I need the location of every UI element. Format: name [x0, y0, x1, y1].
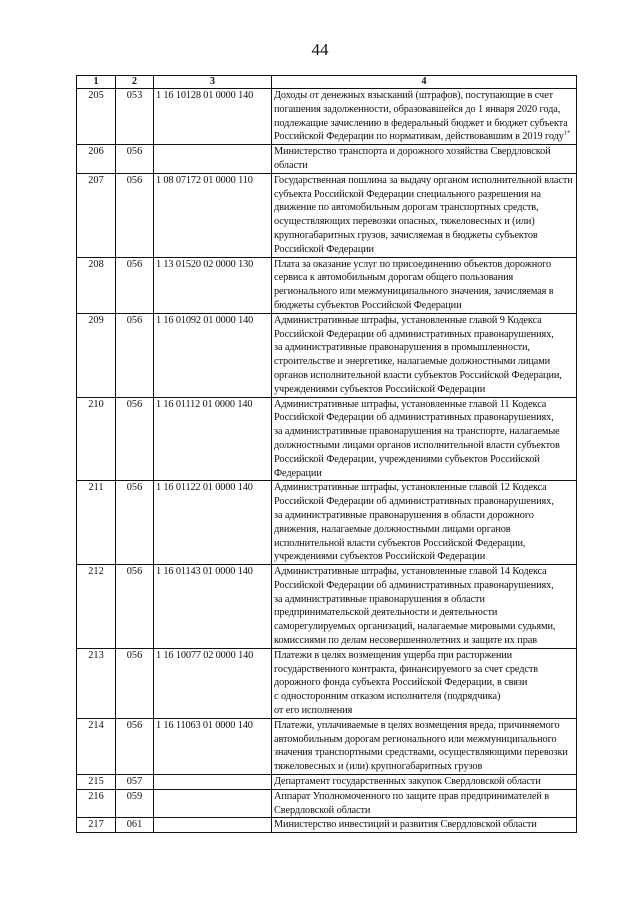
description-line — [274, 341, 574, 355]
description-text: тяжеловесных и (или) крупногабаритных грузов — [274, 761, 483, 773]
revenue-code-cell — [154, 789, 272, 818]
row-number-cell: 211 — [77, 481, 116, 565]
revenue-code-cell: 1 16 10077 02 0000 140 — [154, 648, 272, 718]
description-line — [274, 117, 574, 131]
table-row — [77, 818, 577, 833]
header-col-4: 4 — [272, 76, 577, 89]
description-cell — [272, 313, 577, 397]
description-text: Свердловской области — [274, 804, 371, 816]
description-text: за административные правонарушения в области дорожного — [274, 509, 534, 521]
admin-code-cell: 056 — [116, 565, 154, 649]
admin-code-cell: 056 — [116, 173, 154, 257]
description-text: органов исполнительной власти субъектов Российской Федерации, — [274, 369, 562, 381]
description-line — [274, 565, 574, 579]
description-line — [274, 550, 574, 564]
admin-code-cell: 059 — [116, 789, 154, 818]
description-line — [274, 495, 574, 509]
revenue-code-cell: 1 16 01143 01 0000 140 — [154, 565, 272, 649]
row-number-cell: 207 — [77, 173, 116, 257]
description-line — [274, 229, 574, 243]
revenue-code-cell: 1 16 01112 01 0000 140 — [154, 397, 272, 481]
row-number-cell: 205 — [77, 89, 116, 145]
revenue-codes-table — [76, 75, 577, 833]
description-cell — [272, 481, 577, 565]
revenue-code-cell: 1 16 01092 01 0000 140 — [154, 313, 272, 397]
description-line — [274, 509, 574, 523]
description-cell — [272, 173, 577, 257]
description-line — [274, 579, 574, 593]
description-cell — [272, 89, 577, 145]
description-line — [274, 690, 574, 704]
description-text: автомобильным дорогам регионального или межмуниципального — [274, 733, 557, 745]
table-row — [77, 313, 577, 397]
description-text: строительстве и энергетике, налагаемые должностными лицами — [274, 356, 551, 368]
description-cell — [272, 718, 577, 774]
description-text: исполнительной власти субъектов Российской Федерации, — [274, 537, 526, 549]
description-line — [274, 719, 574, 733]
description-line — [274, 299, 574, 313]
table-row — [77, 145, 577, 174]
description-text: бюджеты субъектов Российской Федерации — [274, 299, 462, 311]
admin-code-cell: 053 — [116, 89, 154, 145]
revenue-code-cell — [154, 775, 272, 790]
description-text: за административные правонарушения в области — [274, 593, 485, 605]
description-text: крупногабаритных грузов, зачисляемая в бюджеты субъектов — [274, 229, 538, 241]
description-line — [274, 159, 574, 173]
description-line — [274, 258, 574, 272]
revenue-code-cell: 1 13 01520 02 0000 130 — [154, 257, 272, 313]
description-text: государственного контракта, финансируемого за счет средств — [274, 663, 538, 675]
table-row — [77, 718, 577, 774]
admin-code-cell: 056 — [116, 313, 154, 397]
row-number-cell: 209 — [77, 313, 116, 397]
revenue-code-cell — [154, 818, 272, 833]
description-text: Российской Федерации об административных правонарушениях, — [274, 496, 554, 508]
description-line — [274, 593, 574, 607]
admin-code-cell: 056 — [116, 397, 154, 481]
description-text: Доходы от денежных взысканий (штрафов), поступающие в счет — [274, 90, 554, 101]
revenue-code-cell: 1 16 11063 01 0000 140 — [154, 718, 272, 774]
description-line — [274, 818, 574, 832]
description-text: Российской Федерации, учреждениями субъектов Российской — [274, 453, 540, 465]
description-line — [274, 201, 574, 215]
table-row — [77, 648, 577, 718]
description-text: Платежи, уплачиваемые в целях возмещения вреда, причиняемого — [274, 719, 560, 731]
description-line — [274, 790, 574, 804]
description-cell — [272, 397, 577, 481]
description-text: предпринимательской деятельности и деятельности — [274, 607, 498, 619]
table-row — [77, 89, 577, 145]
description-line — [274, 215, 574, 229]
description-text: субъекта Российской Федерации специального разрешения на — [274, 188, 541, 200]
description-text: за административные правонарушения на транспорте, налагаемые — [274, 426, 560, 438]
description-text: Российской Федерации об административных правонарушениях, — [274, 328, 554, 340]
description-text: дорожного фонда субъекта Российской Федерации, в связи — [274, 677, 528, 689]
description-line — [274, 369, 574, 383]
description-text: Административные штрафы, установленные главой 11 Кодекса — [274, 398, 547, 410]
description-line — [274, 634, 574, 648]
description-line — [274, 537, 574, 551]
description-text: Административные штрафы, установленные главой 12 Кодекса — [274, 482, 547, 494]
description-cell — [272, 648, 577, 718]
description-line — [274, 523, 574, 537]
description-line — [274, 89, 574, 103]
description-text: Департамент государственных закупок Свердловской области — [274, 776, 541, 788]
description-line — [274, 285, 574, 299]
revenue-code-cell: 1 08 07172 01 0000 110 — [154, 173, 272, 257]
row-number-cell: 210 — [77, 397, 116, 481]
description-line — [274, 243, 574, 257]
description-line — [274, 804, 574, 818]
description-line — [274, 188, 574, 202]
description-text: значения транспортными средствами, осуществляющими перевозки — [274, 747, 568, 759]
description-text: Российской Федерации об административных правонарушениях, — [274, 412, 554, 424]
description-line — [274, 733, 574, 747]
description-line — [274, 676, 574, 690]
description-line — [274, 746, 574, 760]
description-text: Плата за оказание услуг по присоединению объектов дорожного — [274, 258, 552, 270]
description-text: сервиса к автомобильным дорогам общего пользования — [274, 272, 514, 284]
row-number-cell: 214 — [77, 718, 116, 774]
table-row — [77, 397, 577, 481]
description-line — [274, 649, 574, 663]
description-text: Платежи в целях возмещения ущерба при расторжении — [274, 649, 513, 661]
description-line — [274, 314, 574, 328]
admin-code-cell: 056 — [116, 257, 154, 313]
description-text: движение по автомобильным дорогам транспортных средств, — [274, 202, 539, 214]
description-line — [274, 103, 574, 117]
description-cell — [272, 565, 577, 649]
row-number-cell: 215 — [77, 775, 116, 790]
table-row — [77, 789, 577, 818]
description-text: от его исполнения — [274, 705, 353, 717]
header-col-3: 3 — [154, 76, 272, 89]
description-cell — [272, 145, 577, 174]
description-text: учреждениями субъектов Российской Федерации — [274, 551, 486, 563]
description-line — [274, 383, 574, 397]
description-text: Министерство инвестиций и развития Свердловской области — [274, 819, 537, 831]
description-cell — [272, 789, 577, 818]
description-text: осуществляющих перевозки опасных, тяжеловесных и (или) — [274, 216, 535, 228]
row-number-cell: 213 — [77, 648, 116, 718]
description-text: движения, налагаемые должностными лицами органов — [274, 523, 511, 535]
admin-code-cell: 056 — [116, 145, 154, 174]
description-text: Федерации — [274, 467, 322, 479]
description-text: должностными лицами органов исполнительной власти субъектов — [274, 439, 560, 451]
description-text: учреждениями субъектов Российской Федерации — [274, 383, 486, 395]
table-row — [77, 775, 577, 790]
admin-code-cell: 057 — [116, 775, 154, 790]
table-row — [77, 565, 577, 649]
description-line — [274, 775, 574, 789]
description-line — [274, 398, 574, 412]
table-row — [77, 257, 577, 313]
row-number-cell: 212 — [77, 565, 116, 649]
description-text: Российской Федерации об административных правонарушениях, — [274, 579, 554, 591]
revenue-code-cell — [154, 145, 272, 174]
admin-code-cell: 056 — [116, 481, 154, 565]
description-line — [274, 453, 574, 467]
description-text: с односторонним отказом исполнителя (подрядчика) — [274, 691, 501, 703]
row-number-cell: 208 — [77, 257, 116, 313]
revenue-code-cell: 1 16 01122 01 0000 140 — [154, 481, 272, 565]
description-text: Министерство транспорта и дорожного хозяйства Свердловской — [274, 146, 551, 158]
description-cell — [272, 775, 577, 790]
page-number: 44 — [311, 40, 329, 59]
description-line — [274, 411, 574, 425]
table-header-row — [77, 76, 577, 89]
description-line — [274, 174, 574, 188]
description-text: Аппарат Уполномоченного по защите прав предпринимателей в — [274, 790, 549, 802]
footnote-marker: 1* — [563, 129, 571, 137]
header-col-2: 2 — [116, 76, 154, 89]
description-line — [274, 355, 574, 369]
description-text: Административные штрафы, установленные главой 9 Кодекса — [274, 314, 542, 326]
description-line — [274, 145, 574, 159]
admin-code-cell: 056 — [116, 648, 154, 718]
description-line — [274, 130, 574, 144]
table-body — [77, 89, 577, 833]
description-text: за административные правонарушения в промышленности, — [274, 342, 530, 354]
description-line — [274, 481, 574, 495]
description-line — [274, 467, 574, 481]
description-text: области — [274, 159, 308, 171]
admin-code-cell: 056 — [116, 718, 154, 774]
description-cell — [272, 818, 577, 833]
description-text: регионального или межмуниципального значения, зачисляемая в — [274, 286, 554, 298]
description-line — [274, 620, 574, 634]
description-line — [274, 606, 574, 620]
admin-code-cell: 061 — [116, 818, 154, 833]
description-line — [274, 328, 574, 342]
description-text: комиссиями по делам несовершеннолетних и защите их прав — [274, 635, 537, 647]
revenue-code-cell: 1 16 10128 01 0000 140 — [154, 89, 272, 145]
table-row — [77, 481, 577, 565]
description-line — [274, 663, 574, 677]
description-cell — [272, 257, 577, 313]
description-text: Административные штрафы, установленные главой 14 Кодекса — [274, 566, 547, 578]
description-text: погашения задолженности, образовавшейся до 1 января 2020 года, — [274, 103, 561, 115]
row-number-cell: 206 — [77, 145, 116, 174]
description-text: саморегулируемых организаций, налагаемые мировыми судьями, — [274, 621, 556, 633]
description-text: Российской Федерации — [274, 243, 374, 255]
description-line — [274, 425, 574, 439]
description-line — [274, 271, 574, 285]
row-number-cell: 216 — [77, 789, 116, 818]
table-row — [77, 173, 577, 257]
description-line — [274, 704, 574, 718]
description-line — [274, 439, 574, 453]
header-col-1: 1 — [77, 76, 116, 89]
row-number-cell: 217 — [77, 818, 116, 833]
description-text: Государственная пошлина за выдачу органом исполнительной власти — [274, 174, 573, 186]
description-text: Российской Федерации по нормативам, действовавшим в 2019 году — [274, 131, 564, 143]
description-text: подлежащие зачислению в федеральный бюджет и бюджет субъекта — [274, 117, 568, 129]
description-line — [274, 760, 574, 774]
